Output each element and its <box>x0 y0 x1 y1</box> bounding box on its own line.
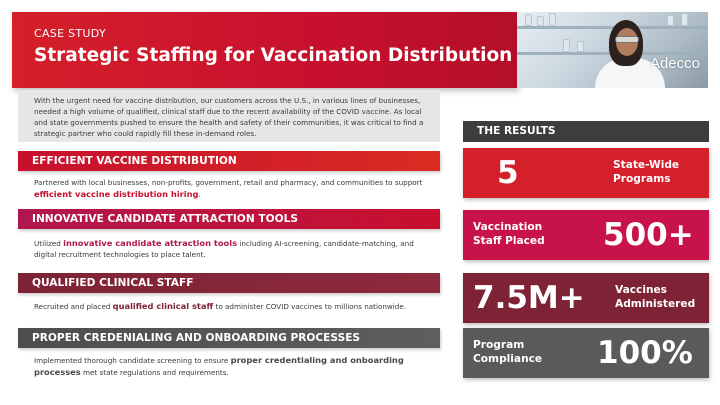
lab-bottle <box>549 13 556 26</box>
section-text-part: met state regulations and requirements. <box>80 367 229 377</box>
stat-card-programs <box>463 148 709 198</box>
stat-label-line: Staff Placed <box>473 235 545 247</box>
stat-card-vaccines <box>463 273 709 323</box>
stat-value: 5 <box>497 155 519 191</box>
section-text-credentialing <box>34 355 434 378</box>
section-heading-credentialing: PROPER CREDENIALING AND ONBOARDING PROCESSES <box>18 328 440 348</box>
section-heading-clinical-staff: QUALIFIED CLINICAL STAFF <box>18 273 440 293</box>
case-study-kicker: CASE STUDY <box>34 27 106 40</box>
stat-label <box>613 158 679 186</box>
lab-bottle <box>525 14 532 26</box>
stat-value: 7.5M+ <box>473 280 585 316</box>
section-text-part: to administer COVID vaccines to millions nationwide. <box>213 302 407 311</box>
stat-label-line: Compliance <box>473 353 543 365</box>
section-text-part: Implemented thorough candidate screening to ensure <box>34 356 231 365</box>
stat-label-line: Vaccination <box>473 221 543 233</box>
lab-bottle <box>577 41 584 52</box>
stat-label-line: Administered <box>615 298 696 310</box>
stat-value: 100% <box>597 335 693 371</box>
stat-label <box>473 220 545 248</box>
stat-card-compliance <box>463 328 709 378</box>
section-text-part: . <box>198 189 201 199</box>
results-heading: THE RESULTS <box>463 121 709 142</box>
stat-label-line: State-Wide <box>613 159 680 171</box>
stat-value: 500+ <box>603 217 694 253</box>
lab-bottle <box>667 15 674 26</box>
adecco-logo: Adecco <box>649 55 700 72</box>
section-text-part: including AI-screening, candidate-matching, and digital recruitment technologies to place talent. <box>34 239 414 259</box>
section-text-clinical-staff <box>34 301 434 313</box>
section-emphasis: proper credentialing and onboarding processes <box>34 355 404 377</box>
lab-bottle <box>681 13 688 26</box>
section-text-part: Utilized <box>34 239 64 248</box>
stat-label <box>473 338 542 366</box>
section-text-attraction-tools <box>34 238 434 260</box>
intro-text: With the urgent need for vaccine distribution, our customers across the U.S., in various lines of businesses, needed a high volume of qualified, clinical staff due to the recent availability of the COVID vaccine. As local and state governments pushed to ensure the health and safety of their communities, it was critical to find a strategic partner who could rapidly fill these in-demand roles. <box>18 90 440 142</box>
section-text-part: Recruited and placed <box>34 302 113 311</box>
header-banner <box>12 12 517 88</box>
stat-card-staff-placed <box>463 210 709 260</box>
section-text-vaccine-distribution <box>34 178 434 200</box>
section-heading-vaccine-distribution: EFFICIENT VACCINE DISTRIBUTION <box>18 151 440 171</box>
page-title: Strategic Staffing for Vaccination Distribution <box>34 45 513 66</box>
lab-bottle <box>563 39 570 52</box>
stat-label-line: Programs <box>613 173 671 185</box>
section-text-part: Partnered with local businesses, non-profits, government, retail and pharmacy, and communities to support <box>34 178 423 187</box>
section-heading-attraction-tools: INNOVATIVE CANDIDATE ATTRACTION TOOLS <box>18 209 440 229</box>
lab-bottle <box>537 16 544 26</box>
stat-label <box>615 283 695 311</box>
section-emphasis: qualified clinical staff <box>112 301 214 311</box>
stat-label-line: Vaccines <box>615 284 667 296</box>
header-photo <box>517 12 708 88</box>
section-emphasis: efficient vaccine distribution hiring <box>34 188 199 199</box>
stat-label-line: Program <box>473 339 525 351</box>
safety-goggles <box>615 36 639 43</box>
section-emphasis: innovative candidate attraction tools <box>63 238 238 248</box>
